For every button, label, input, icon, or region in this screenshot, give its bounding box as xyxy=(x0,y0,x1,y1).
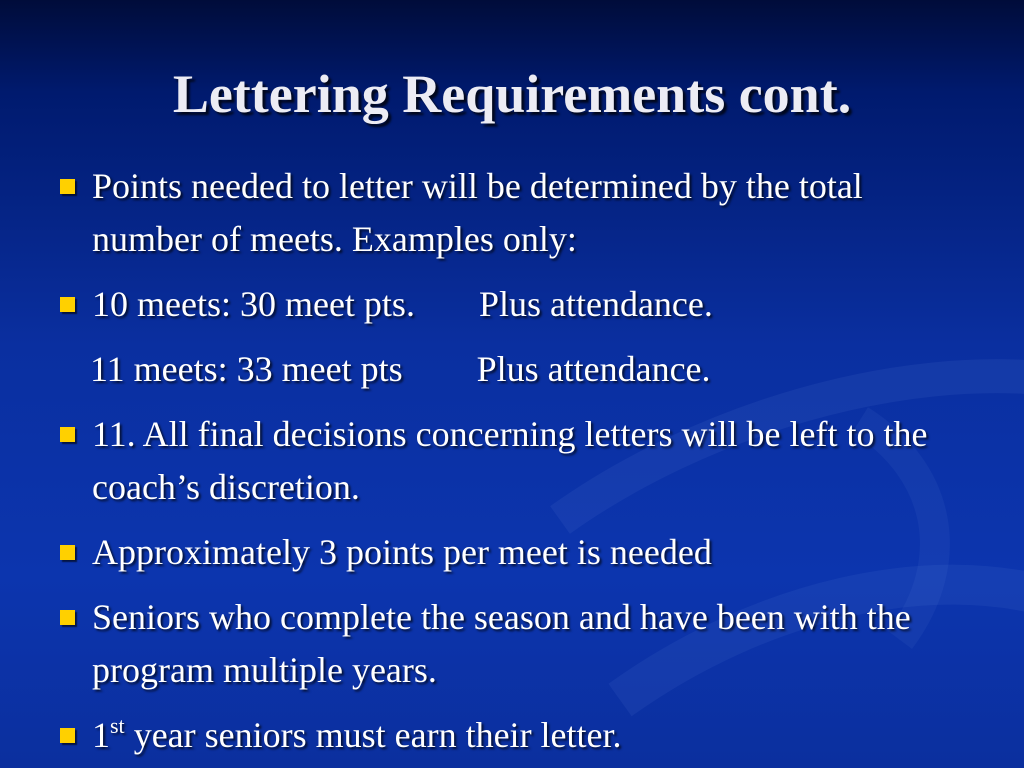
bullet-text-attendance: Plus attendance. xyxy=(476,349,711,389)
bullet-text: Seniors who complete the season and have been with the program multiple years. xyxy=(92,597,911,690)
square-bullet-icon xyxy=(60,545,75,560)
square-bullet-icon xyxy=(60,427,75,442)
bullet-text: 10 meets: 30 meet pts. xyxy=(92,284,415,324)
bullet-item-points-needed xyxy=(58,160,958,266)
bullet-item-seniors xyxy=(58,591,958,697)
bullet-text-attendance: Plus attendance. xyxy=(478,284,713,324)
square-bullet-icon xyxy=(60,179,75,194)
bullet-text: Points needed to letter will be determined by the total number of meets. Examples only: xyxy=(92,166,863,259)
bullet-item-points-per-meet xyxy=(58,526,958,579)
square-bullet-icon xyxy=(60,610,75,625)
square-bullet-icon xyxy=(60,728,75,743)
bullet-list xyxy=(58,160,958,768)
square-bullet-icon xyxy=(60,297,75,312)
bullet-item-final-decisions xyxy=(58,408,958,514)
bullet-item-10-meets xyxy=(58,278,958,331)
bullet-text: 11. All final decisions concerning letters will be left to the coach’s discretion. xyxy=(92,414,928,507)
bullet-item-first-year-seniors xyxy=(58,709,958,762)
bullet-text-number: 1 xyxy=(92,715,110,755)
bullet-text: 11 meets: 33 meet pts xyxy=(90,349,403,389)
ordinal-superscript: st xyxy=(110,713,125,738)
list-item-11-meets xyxy=(58,343,958,396)
bullet-text: Approximately 3 points per meet is needed xyxy=(92,532,712,572)
slide-title: Lettering Requirements cont. xyxy=(172,64,852,124)
bullet-text: year seniors must earn their letter. xyxy=(124,715,622,755)
